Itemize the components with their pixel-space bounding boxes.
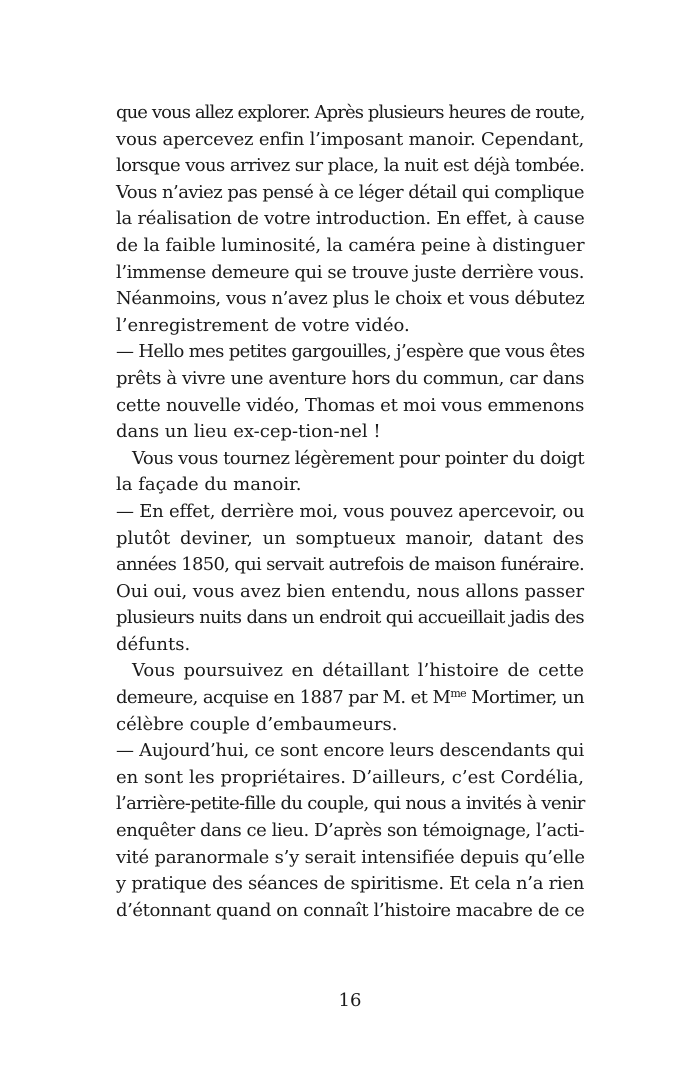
text-line: défunts. [116, 633, 191, 655]
text-line: vous apercevez enfin l’imposant manoir. Cependant, [116, 128, 585, 150]
text-line: lorsque vous arrivez sur place, la nuit est déjà tombée. [116, 155, 585, 177]
text-line: enquêter dans ce lieu. D’après son témoignage, l’acti- [116, 820, 585, 842]
text-line: l’arrière-petite-fille du couple, qui nous a invités à venir [116, 793, 585, 815]
text-line: vité paranormale s’y serait intensifiée depuis qu’elle [116, 846, 585, 868]
text-line: célèbre couple d’embaumeurs. [116, 713, 398, 735]
text-line: Vous n’aviez pas pensé à ce léger détail qui complique [116, 181, 584, 203]
text-line: prêts à vivre une aventure hors du commun, car dans [116, 367, 584, 389]
text-line: d’étonnant quand on connaît l’histoire macabre de ce [116, 899, 585, 921]
text-line: Oui oui, vous avez bien entendu, nous allons passer [116, 580, 584, 602]
text-line: plutôt deviner, un somptueux manoir, datant des [116, 527, 584, 549]
text-line: dans un lieu ex-cep-tion-nel ! [116, 421, 381, 443]
text-line: l’enregistrement de votre vidéo. [116, 314, 410, 336]
text-line: — Aujourd’hui, ce sont encore leurs descendants qui [116, 740, 584, 762]
text-line: l’immense demeure qui se trouve juste derrière vous. [116, 261, 585, 283]
text-segment: Mortimer, un [466, 687, 584, 709]
text-line: la façade du manoir. [116, 474, 302, 496]
text-segment: demeure, acquise en 1887 par M. et M [116, 687, 451, 709]
body-text [116, 100, 584, 924]
text-line: de la faible luminosité, la caméra peine à distinguer [116, 234, 585, 256]
text-line: Vous poursuivez en détaillant l’histoire de cette [132, 660, 584, 682]
text-line [116, 685, 584, 712]
superscript: me [450, 687, 467, 701]
text-line: Néanmoins, vous n’avez plus le choix et vous débutez [116, 288, 585, 310]
text-line: cette nouvelle vidéo, Thomas et moi vous emmenons [116, 394, 585, 416]
text-line: plusieurs nuits dans un endroit qui accueillait jadis des [116, 607, 584, 629]
text-line: la réalisation de votre introduction. En effet, à cause [116, 208, 585, 230]
text-line: que vous allez explorer. Après plusieurs heures de route, [116, 102, 585, 123]
text-line: années 1850, qui servait autrefois de maison funéraire. [116, 554, 584, 576]
page-number: 16 [338, 990, 362, 1011]
text-line: Vous vous tournez légèrement pour pointer du doigt [132, 447, 585, 469]
text-line: en sont les propriétaires. D’ailleurs, c’est Cordélia, [116, 766, 584, 788]
text-line: y pratique des séances de spiritisme. Et cela n’a rien [116, 873, 584, 895]
text-line: — Hello mes petites gargouilles, j’espère que vous êtes [116, 341, 585, 363]
text-line: — En effet, derrière moi, vous pouvez apercevoir, ou [116, 500, 585, 522]
